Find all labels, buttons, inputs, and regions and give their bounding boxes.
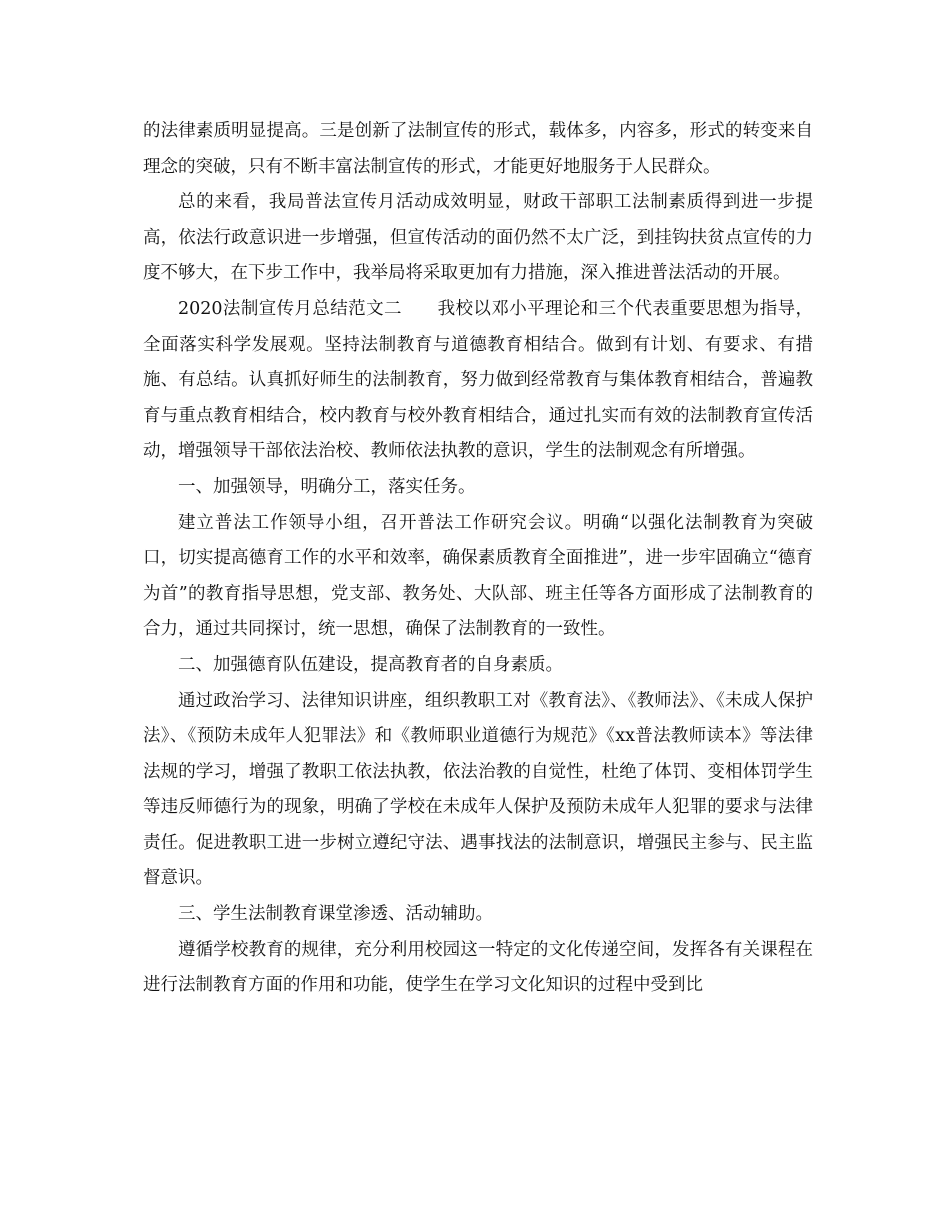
paragraph-6: 遵循学校教育的规律，充分利用校园这一特定的文化传递空间，发挥各有关课程在进行法制教育方面的作用和功能，使学生在学习文化知识的过程中受到比 (143, 939, 813, 996)
document-body (143, 114, 813, 1004)
paragraph-2: 总的来看，我局普法宣传月活动成效明显，财政干部职工法制素质得到进一步提高，依法行政意识进一步增强，但宣传活动的面仍然不太广泛，到挂钩扶贫点宣传的力度不够大，在下步工作中，我举局将采取更加有力措施，深入推进普法活动的开展。 (143, 192, 813, 284)
section-heading-2: 二、加强德育队伍建设，提高教育者的自身素质。 (178, 654, 563, 675)
section-heading-1: 一、加强领导，明确分工，落实任务。 (178, 476, 476, 497)
paragraph-5: 通过政治学习、法律知识讲座，组织教职工对《教育法》、《教师法》、《未成人保护法》、《预防未成年人犯罪法》和《教师职业道德行为规范》《xx普法教师读本》等法律法规的学习，增强了教职工依法执教，依法治教的自觉性，杜绝了体罚、变相体罚学生等违反师德行为的现象，明确了学校在未成年人保护及预防未成年人犯罪的要求与法律责任。促进教职工进一步树立遵纪守法、遇事找法的法制意识，增强民主参与、民主监督意识。 (143, 690, 813, 889)
paragraph-4: 建立普法工作领导小组，召开普法工作研究会议。明确“以强化法制教育为突破口，切实提高德育工作的水平和效率，确保素质教育全面推进”，进一步牢固确立“德育为首”的教育指导思想，党支部、教务处、大队部、班主任等各方面形成了法制教育的合力，通过共同探讨，统一思想，确保了法制教育的一致性。 (143, 512, 813, 640)
paragraph-3: 2020法制宣传月总结范文二 我校以邓小平理论和三个代表重要思想为指导，全面落实科学发展观。坚持法制教育与道德教育相结合。做到有计划、有要求、有措施、有总结。认真抓好师生的法制教育，努力做到经常教育与集体教育相结合，普遍教育与重点教育相结合，校内教育与校外教育相结合，通过扎实而有效的法制教育宣传活动，增强领导干部依法治校、教师依法执教的意识，学生的法制观念有所增强。 (143, 298, 813, 462)
section-heading-3: 三、学生法制教育课堂渗透、活动辅助。 (178, 904, 493, 925)
paragraph-1: 的法律素质明显提高。三是创新了法制宣传的形式，载体多，内容多，形式的转变来自理念的突破，只有不断丰富法制宣传的形式，才能更好地服务于人民群众。 (143, 121, 813, 177)
